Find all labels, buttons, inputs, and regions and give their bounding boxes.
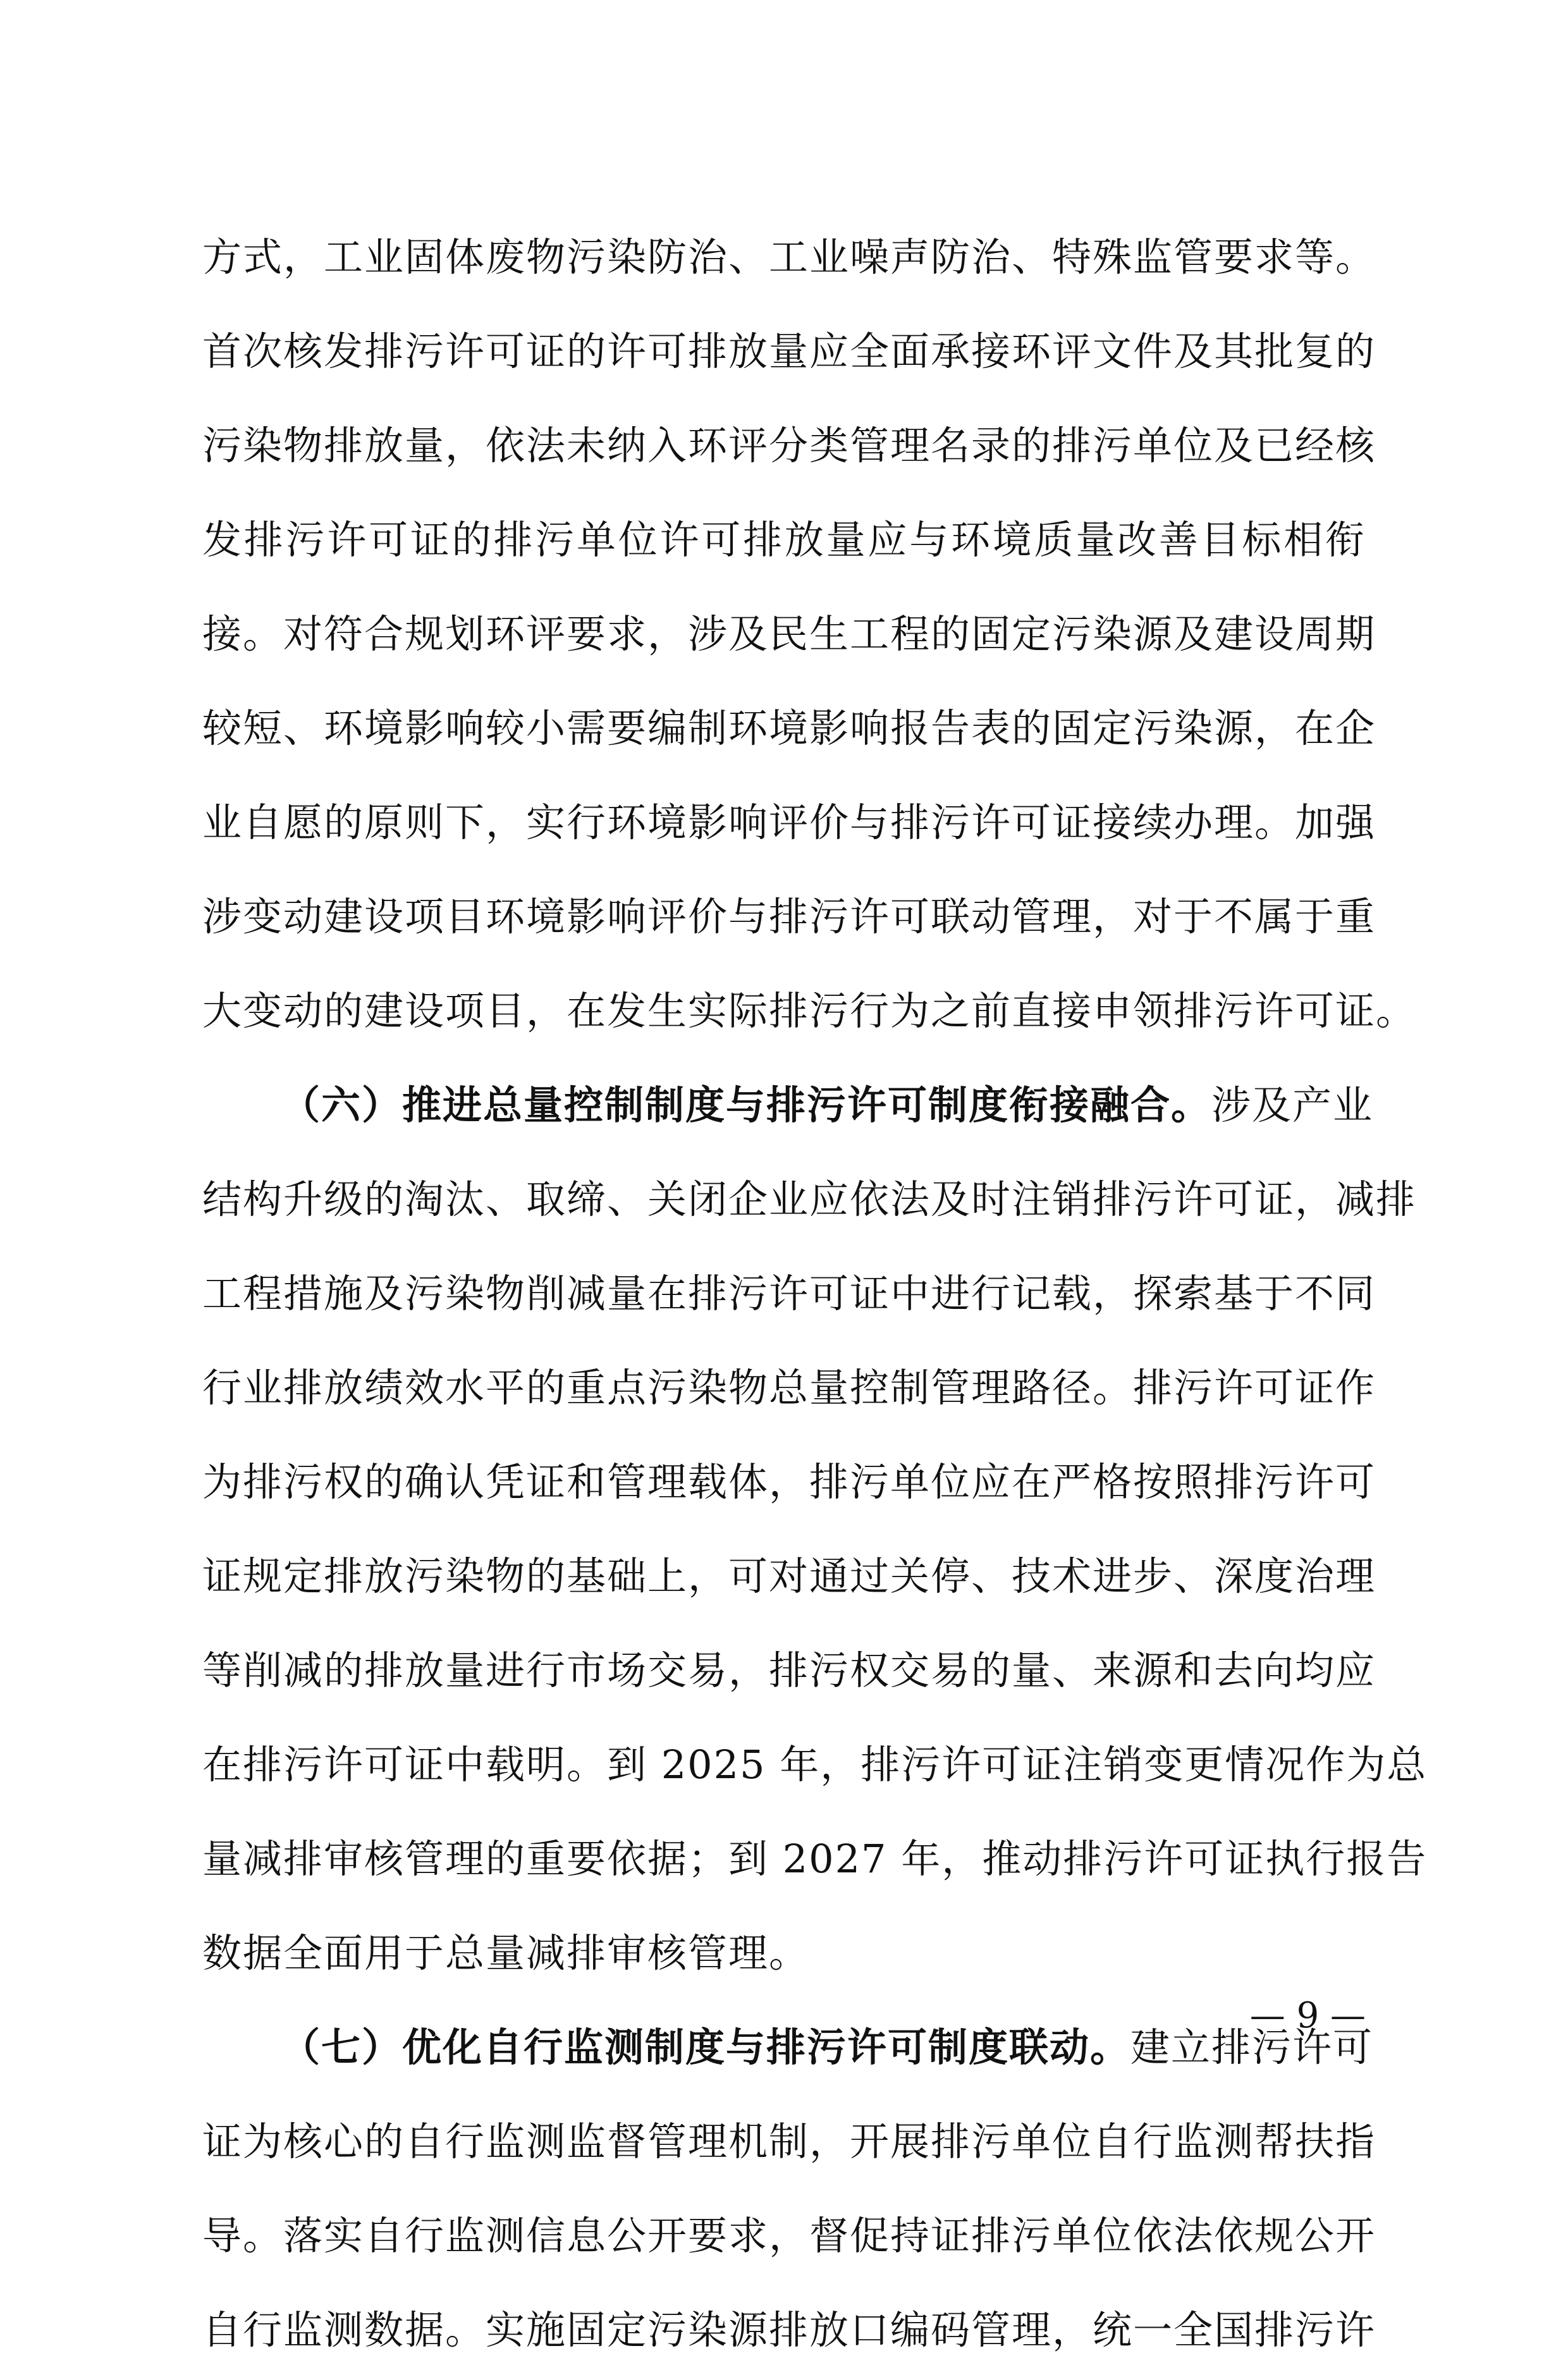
text-line: 大变动的建设项目，在发生实际排污行为之前直接申领排污许可证。 bbox=[202, 988, 1417, 1034]
section-six-first-line bbox=[202, 1058, 1374, 1152]
text-line: 发排污许可证的排污单位许可排放量应与环境质量改善目标相衔 bbox=[202, 517, 1366, 563]
text-line: 业自愿的原则下，实行环境影响评价与排污许可证接续办理。加强 bbox=[202, 799, 1376, 845]
text-line: 证规定排放污染物的基础上，可对通过关停、技术进步、深度治理 bbox=[202, 1553, 1376, 1599]
section-six-lead-text: 涉及产业 bbox=[1211, 1082, 1374, 1128]
text-line: 首次核发排污许可证的许可排放量应全面承接环评文件及其批复的 bbox=[202, 328, 1376, 374]
text-line: 为排污权的确认凭证和管理载体，排污单位应在严格按照排污许可 bbox=[202, 1459, 1376, 1505]
paragraph-continuation bbox=[202, 210, 1417, 1058]
section-six-heading: （六）推进总量控制制度与排污许可制度衔接融合。 bbox=[281, 1082, 1212, 1128]
text-line: 结构升级的淘汰、取缔、关闭企业应依法及时注销排污许可证，减排 bbox=[202, 1176, 1417, 1222]
page-number: — 9 — bbox=[1249, 1995, 1366, 2036]
section-seven-lead-text: 建立排污许可 bbox=[1130, 2024, 1374, 2070]
text-line: 接。对符合规划环评要求，涉及民生工程的固定污染源及建设周期 bbox=[202, 611, 1376, 657]
text-line: 量减排审核管理的重要依据；到 2027 年，推动排污许可证执行报告 bbox=[202, 1836, 1428, 1882]
text-line: 导。落实自行监测信息公开要求，督促持证排污单位依法依规公开 bbox=[202, 2213, 1376, 2259]
document-body bbox=[202, 210, 1428, 2377]
section-seven bbox=[202, 2000, 1376, 2377]
text-line: 证为核心的自行监测监督管理机制，开展排污单位自行监测帮扶指 bbox=[202, 2118, 1376, 2165]
text-line: 较短、环境影响较小需要编制环境影响报告表的固定污染源，在企 bbox=[202, 705, 1376, 751]
text-line: 自行监测数据。实施固定污染源排放口编码管理，统一全国排污许 bbox=[202, 2307, 1376, 2353]
text-line: 涉变动建设项目环境影响评价与排污许可联动管理，对于不属于重 bbox=[202, 894, 1376, 940]
text-line: 数据全面用于总量减排审核管理。 bbox=[202, 1930, 810, 1976]
text-line: 行业排放绩效水平的重点污染物总量控制管理路径。排污许可证作 bbox=[202, 1365, 1376, 1411]
text-line: 工程措施及污染物削减量在排污许可证中进行记载，探索基于不同 bbox=[202, 1270, 1376, 1317]
text-line: 在排污许可证中载明。到 2025 年，排污许可证注销变更情况作为总 bbox=[202, 1741, 1428, 1788]
section-seven-heading: （七）优化自行监测制度与排污许可制度联动。 bbox=[281, 2024, 1131, 2070]
text-line: 污染物排放量，依法未纳入环评分类管理名录的排污单位及已经核 bbox=[202, 422, 1376, 469]
text-line: 等削减的排放量进行市场交易，排污权交易的量、来源和去向均应 bbox=[202, 1647, 1376, 1693]
section-seven-first-line bbox=[202, 2000, 1374, 2094]
text-line: 方式，工业固体废物污染防治、工业噪声防治、特殊监管要求等。 bbox=[202, 234, 1376, 280]
section-six bbox=[202, 1058, 1428, 2000]
